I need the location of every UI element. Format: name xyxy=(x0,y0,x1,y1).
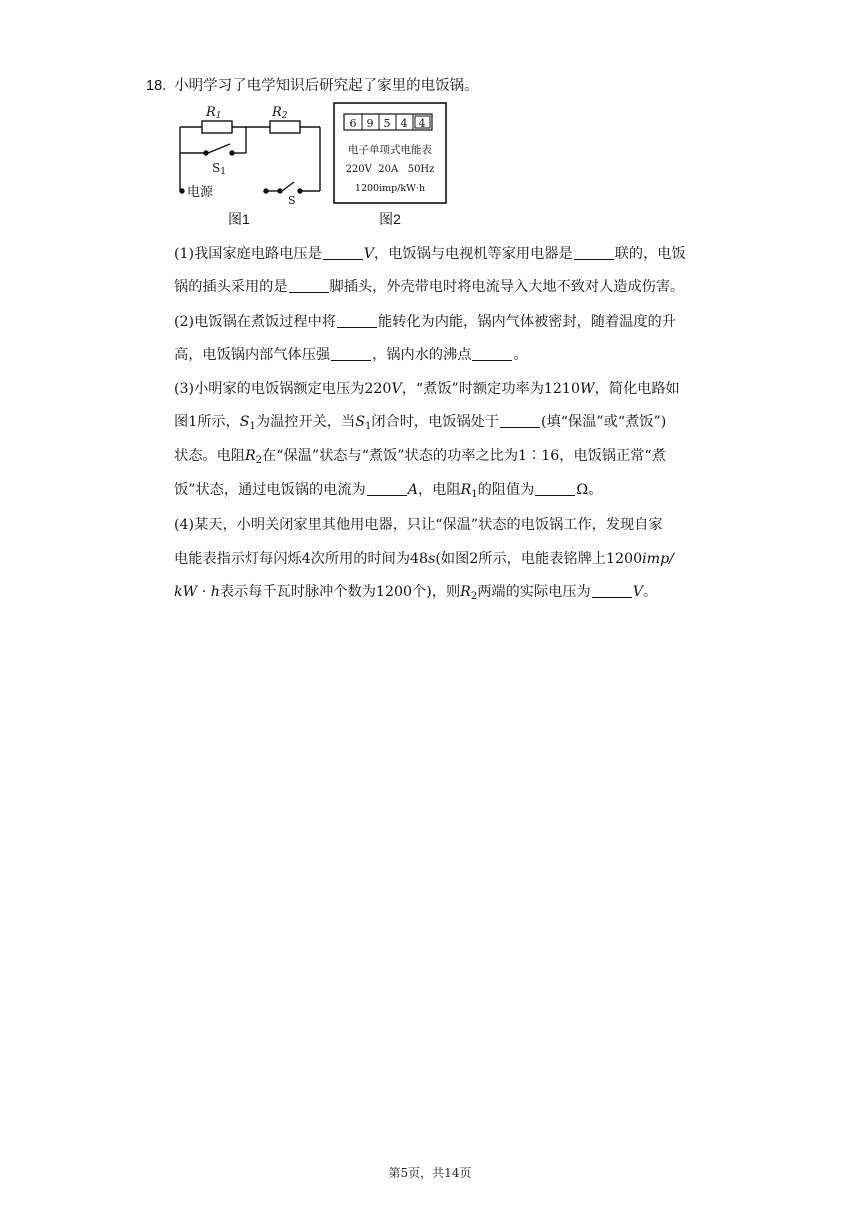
part4-line1: (4)某天，小明关闭家里其他用电器，只让“保温”状态的电饭锅工作，发现自家 xyxy=(174,517,663,533)
answer-blank[interactable] xyxy=(574,245,614,260)
figures xyxy=(174,100,474,235)
part2-line1: (2)电饭锅在煮饭过程中将 能转化为内能，锅内气体被密封，随着温度的升 xyxy=(174,314,676,330)
meter-spec: 220V 20A 50Hz xyxy=(345,164,435,175)
meter-digit: 5 xyxy=(383,117,391,130)
part3-line1: (3)小明家的电饭锅额定电压为220V，“煮饭”时额定功率为1210W，简化电路如 xyxy=(174,381,680,397)
label-s: S xyxy=(288,194,296,207)
meter-imp: 1200imp/kW·h xyxy=(354,183,426,194)
circuit-diagram xyxy=(180,121,320,193)
answer-blank[interactable] xyxy=(472,346,512,361)
switch-s1 xyxy=(208,144,230,153)
answer-blank[interactable] xyxy=(331,346,371,361)
resistor-r2 xyxy=(270,121,300,133)
part4-line3: kW · h表示每千瓦时脉冲个数为1200个)，则$R_2$两端的实际电压为 V。 xyxy=(174,584,658,602)
label-s1: S1 xyxy=(212,161,226,177)
question-text: 小明学习了电学知识后研究起了家里的电饭锅。 xyxy=(174,78,479,94)
label-r1: R1 xyxy=(206,105,222,121)
label-power: 电源 xyxy=(187,185,214,200)
meter-digit: 6 xyxy=(349,117,357,130)
meter-digit: 4 xyxy=(418,117,426,130)
figure2-caption: 图2 xyxy=(379,211,401,227)
answer-blank[interactable] xyxy=(337,313,377,328)
part3-line3: 状态。电阻$R_2$在“保温”状态与“煮饭”状态的功率之比为1∶16，电饭锅正常“煮 xyxy=(174,448,666,466)
part4-line2: 电能表指示灯每闪烁4次所用的时间为48s(如图2所示，电能表铭牌上1200imp/ xyxy=(174,551,674,567)
figure1-caption: 图1 xyxy=(228,211,250,227)
label-r2: R2 xyxy=(272,105,288,121)
part2-line2: 高，电饭锅内部气体压强 ，锅内水的沸点 。 xyxy=(174,347,528,363)
meter-digit: 4 xyxy=(400,117,408,130)
switch-s xyxy=(282,182,294,191)
question-number: 18. xyxy=(146,78,167,94)
answer-blank[interactable] xyxy=(367,481,407,496)
resistor-r1 xyxy=(202,121,232,133)
question-stem xyxy=(146,74,479,95)
answer-blank[interactable] xyxy=(500,413,540,428)
page-footer: 第5页，共14页 xyxy=(388,1166,472,1180)
part3-line4: 饭”状态，通过电饭锅的电流为 A，电阻$R_1$的阻值为 Ω。 xyxy=(174,482,603,500)
part3-line2: 图1所示，$S_1$为温控开关，当$S_1$闭合时，电饭锅处于 (填“保温”或“煮饭”) xyxy=(174,414,667,432)
answer-blank[interactable] xyxy=(535,481,575,496)
meter-name: 电子单项式电能表 xyxy=(348,144,432,156)
part1-line1: (1)我国家庭电路电压是 V，电饭锅与电视机等家用电器是 联的，电饭 xyxy=(174,246,686,262)
answer-blank[interactable] xyxy=(289,278,329,293)
meter-digit: 9 xyxy=(366,117,374,130)
answer-blank[interactable] xyxy=(323,245,363,260)
part1-line2: 锅的插头采用的是 脚插头，外壳带电时将电流导入大地不致对人造成伤害。 xyxy=(174,279,685,295)
answer-blank[interactable] xyxy=(592,583,632,598)
